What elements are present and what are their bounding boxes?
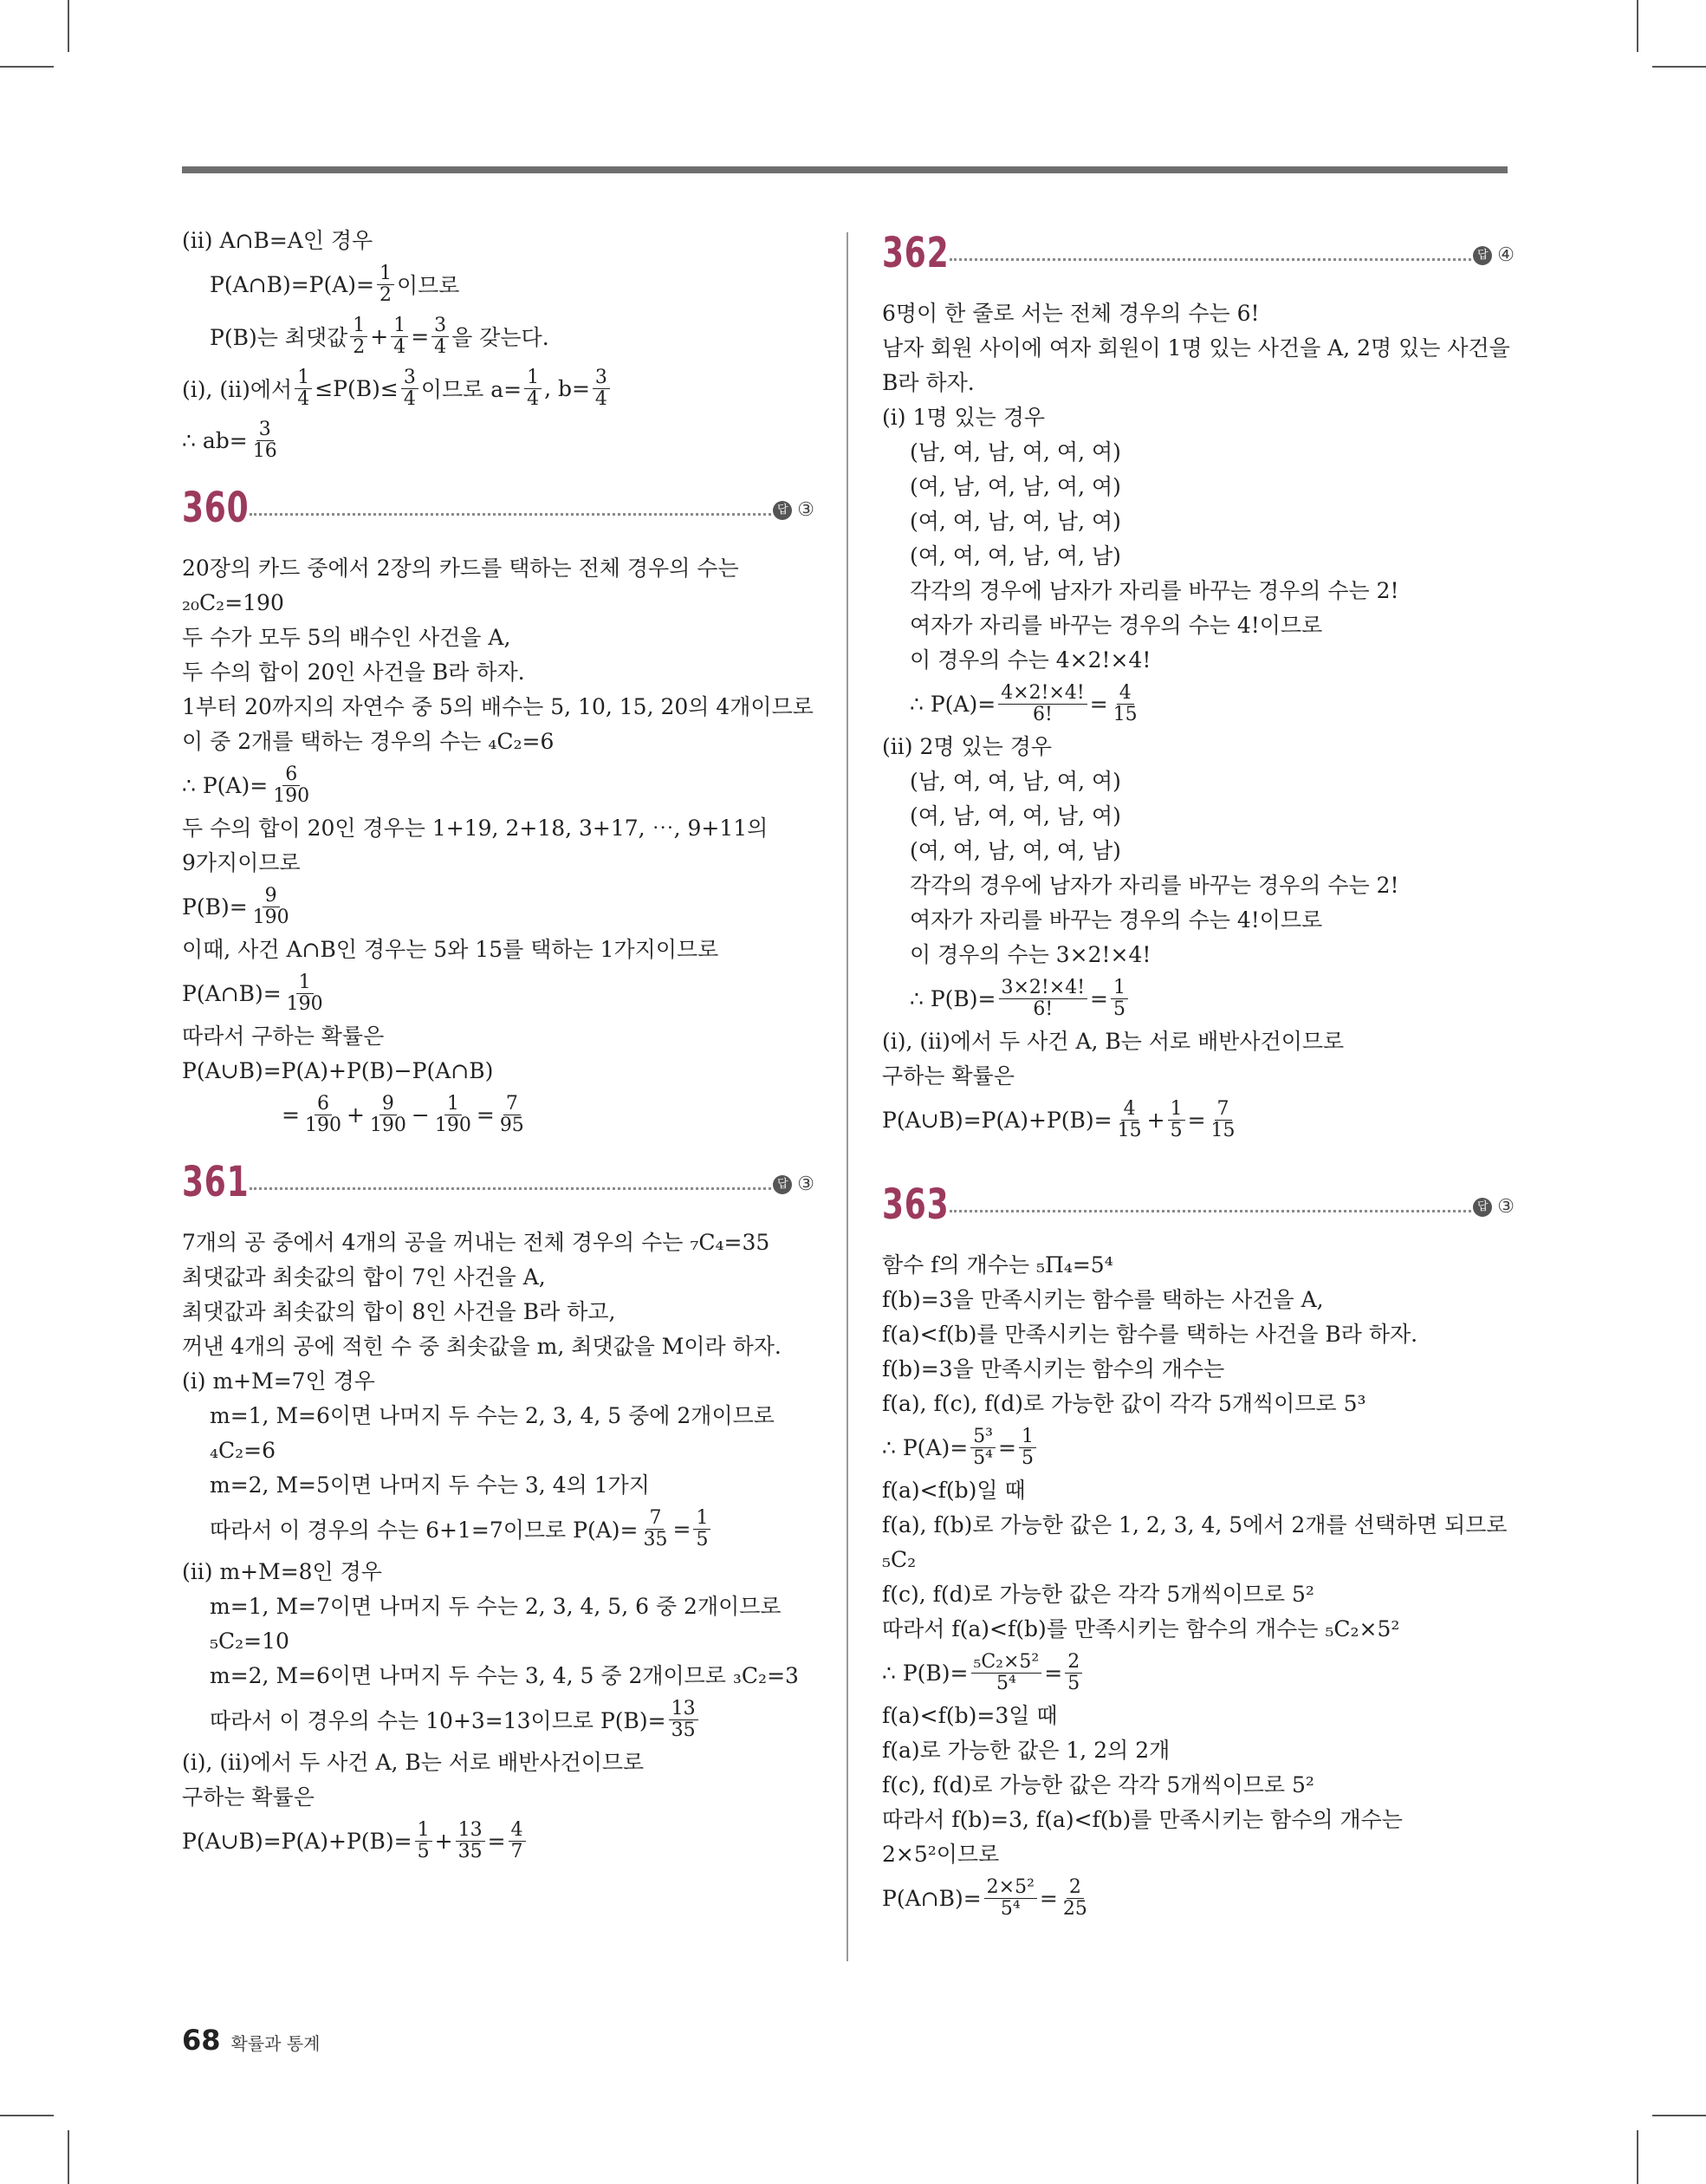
math-line: (i), (ii)에서 $\frac{1}{4}$ ≤P(B)≤ $\frac{3}{4}$ 이므로 a= $\frac{1}{4}$ , b= $\frac{3}{4}$ bbox=[182, 362, 814, 414]
fraction: $\frac{\text{₅C₂×5²}}{\text{5⁴}}$ bbox=[971, 1652, 1042, 1694]
crop-mark bbox=[1652, 66, 1706, 68]
problem-header-362 bbox=[882, 224, 1515, 291]
column-divider bbox=[847, 232, 848, 1961]
fraction: $\frac{1}{5}$ bbox=[415, 1820, 432, 1862]
text-line: 여자가 자리를 바꾸는 경우의 수는 4!이므로 bbox=[910, 907, 1323, 933]
answer-label: 답 ③ bbox=[773, 1173, 814, 1195]
fraction: $\frac{9}{190}$ bbox=[252, 884, 289, 928]
text-line: 각각의 경우에 남자가 자리를 바꾸는 경우의 수는 2! bbox=[910, 578, 1399, 603]
text-line: f(a), f(c), f(d)로 가능한 값이 각각 5개씩이므로 5³ bbox=[882, 1391, 1366, 1416]
text-line: f(b)=3을 만족시키는 함수의 개수는 bbox=[882, 1356, 1225, 1381]
crop-mark bbox=[1637, 0, 1638, 52]
fraction: $\frac{1}{4}$ bbox=[524, 367, 542, 410]
fraction: $\frac{2}{5}$ bbox=[1065, 1652, 1082, 1694]
fraction: $\frac{7}{35}$ bbox=[643, 1506, 668, 1550]
text-line: (여, 남, 여, 남, 여, 여) bbox=[910, 474, 1121, 499]
math-line: ∴ ab= $\frac{3}{16}$ bbox=[182, 414, 814, 466]
fraction: $\frac{3}{4}$ bbox=[401, 367, 418, 410]
text-line: 꺼낸 4개의 공에 적힌 수 중 최솟값을 m, 최댓값을 M이라 하자. bbox=[182, 1334, 782, 1359]
text-line: (ii) 2명 있는 경우 bbox=[882, 734, 1052, 759]
text-line: (여, 남, 여, 여, 남, 여) bbox=[910, 803, 1121, 829]
crop-mark bbox=[1652, 2115, 1706, 2116]
text-line: ₅C₂=10 bbox=[210, 1628, 289, 1654]
text-line: 7개의 공 중에서 4개의 공을 꺼내는 전체 경우의 수는 ₇C₄=35 bbox=[182, 1230, 770, 1255]
text-line: f(b)=3을 만족시키는 함수를 택하는 사건을 A, bbox=[882, 1287, 1324, 1312]
text-line: (여, 여, 남, 여, 남, 여) bbox=[910, 509, 1121, 534]
text-line: (i), (ii)에서 두 사건 A, B는 서로 배반사건이므로 bbox=[182, 1750, 645, 1775]
text-line: 이 경우의 수는 3×2!×4! bbox=[910, 942, 1151, 967]
text-line: f(c), f(d)로 가능한 값은 각각 5개씩이므로 5² bbox=[882, 1772, 1314, 1797]
text-line: f(c), f(d)로 가능한 값은 각각 5개씩이므로 5² bbox=[882, 1582, 1314, 1607]
fraction: $\frac{6}{190}$ bbox=[304, 1092, 341, 1136]
text-line: (ii) A∩B=A인 경우 bbox=[182, 228, 373, 253]
problem-number: 362 bbox=[882, 229, 950, 277]
math-line: ∴ P(B)= $\frac{\text{₅C₂×5²}}{\text{5⁴}}$ = $\frac{2}{5}$ bbox=[882, 1647, 1515, 1699]
math-line: P(B)= $\frac{9}{190}$ bbox=[182, 881, 814, 933]
page-footer bbox=[182, 2024, 321, 2057]
math-line: P(A∪B)=P(A)+P(B)= $\frac{1}{5}$ + $\frac{13}{35}$ = $\frac{4}{7}$ bbox=[182, 1815, 814, 1867]
fraction: $\frac{9}{190}$ bbox=[369, 1092, 406, 1136]
text-line: 2×5²이므로 bbox=[882, 1842, 1000, 1867]
fraction: $\frac{3\times 2!\times 4!}{6!}$ bbox=[999, 978, 1088, 1020]
text-line: 이때, 사건 A∩B인 경우는 5와 15를 택하는 1가지이므로 bbox=[182, 937, 719, 962]
math-line: P(B)는 최댓값 $\frac{1}{2}$ + $\frac{1}{4}$ = $\frac{3}{4}$ 을 갖는다. bbox=[210, 314, 549, 358]
math-line: P(A∩B)= $\frac{\text{2×5²}}{\text{5⁴}}$ = $\frac{2}{25}$ bbox=[882, 1872, 1515, 1924]
fraction: $\frac{1}{2}$ bbox=[350, 315, 367, 358]
text-line: f(a)<f(b)일 때 bbox=[882, 1478, 1026, 1503]
problem-header-360 bbox=[182, 478, 814, 546]
answer-label: 답 ③ bbox=[1473, 1196, 1515, 1218]
fraction: $\frac{4}{7}$ bbox=[509, 1820, 526, 1862]
math-line: ∴ P(A)= $\frac{4\times 2!\times 4!}{6!}$ = $\frac{4}{15}$ bbox=[882, 678, 1515, 730]
math-line: ∴ P(A)= $\frac{6}{190}$ bbox=[182, 759, 814, 811]
text-line: 두 수의 합이 20인 사건을 B라 하자. bbox=[182, 660, 525, 685]
fraction: $\frac{1}{5}$ bbox=[1019, 1427, 1036, 1469]
text-line: 여자가 자리를 바꾸는 경우의 수는 4!이므로 bbox=[910, 613, 1323, 638]
text-line: 6명이 한 줄로 서는 전체 경우의 수는 6! bbox=[882, 301, 1260, 326]
dotted-leader bbox=[250, 513, 771, 516]
fraction: $\frac{4}{15}$ bbox=[1112, 681, 1138, 725]
fraction: $\frac{2}{25}$ bbox=[1062, 1875, 1087, 1920]
text-line: f(a), f(b)로 가능한 값은 1, 2, 3, 4, 5에서 2개를 선택하면 되므로 bbox=[882, 1512, 1508, 1537]
crop-mark bbox=[0, 66, 54, 68]
fraction: $\frac{1}{4}$ bbox=[391, 315, 408, 358]
math-line: 따라서 이 경우의 수는 10+3=13이므로 P(B)= $\frac{13}{35}$ bbox=[182, 1693, 814, 1745]
text-line: m=2, M=5이면 나머지 두 수는 3, 4의 1가지 bbox=[210, 1472, 650, 1498]
text-line: 이 중 2개를 택하는 경우의 수는 ₄C₂=6 bbox=[182, 729, 555, 754]
text-line: (i) m+M=7인 경우 bbox=[182, 1368, 375, 1394]
text-line: f(a)로 가능한 값은 1, 2의 2개 bbox=[882, 1738, 1171, 1763]
math-line: ∴ P(A)= $\frac{\text{5³}}{\text{5⁴}}$ = $\frac{1}{5}$ bbox=[882, 1421, 1515, 1473]
text-line: 최댓값과 최솟값의 합이 8인 사건을 B라 하고, bbox=[182, 1299, 616, 1324]
answer-badge-icon: 답 bbox=[1473, 246, 1492, 265]
math-line: P(A∪B)=P(A)+P(B)= $\frac{4}{15}$ + $\frac{1}{5}$ = $\frac{7}{15}$ bbox=[882, 1094, 1515, 1146]
text-line: 구하는 확률은 bbox=[882, 1063, 1015, 1089]
header-rule bbox=[182, 166, 1508, 173]
crop-mark bbox=[1637, 2130, 1638, 2184]
problem-number: 361 bbox=[182, 1158, 250, 1206]
text-line: (여, 여, 여, 남, 여, 남) bbox=[910, 543, 1121, 569]
problem-number: 363 bbox=[882, 1180, 950, 1229]
crop-mark bbox=[0, 2115, 54, 2116]
answer-badge-icon: 답 bbox=[773, 501, 792, 520]
text-line: 1부터 20까지의 자연수 중 5의 배수는 5, 10, 15, 20의 4개이므로 bbox=[182, 694, 814, 719]
text-line: (ii) m+M=8인 경우 bbox=[182, 1559, 382, 1584]
fraction: $\frac{1}{5}$ bbox=[693, 1508, 710, 1550]
text-line: 최댓값과 최솟값의 합이 7인 사건을 A, bbox=[182, 1264, 546, 1290]
text-line: (남, 여, 여, 남, 여, 여) bbox=[910, 769, 1121, 794]
answer-badge-icon: 답 bbox=[773, 1175, 792, 1194]
text-line: 이 경우의 수는 4×2!×4! bbox=[910, 647, 1151, 673]
text-line: ₅C₂ bbox=[882, 1547, 917, 1572]
text-line: f(a)<f(b)를 만족시키는 함수를 택하는 사건을 B라 하자. bbox=[882, 1322, 1418, 1347]
text: P(B)는 최댓값 bbox=[210, 325, 348, 350]
text-line: m=1, M=6이면 나머지 두 수는 2, 3, 4, 5 중에 2개이므로 bbox=[210, 1403, 775, 1428]
text-line: (여, 여, 남, 여, 여, 남) bbox=[910, 838, 1121, 863]
fraction: $\frac{1}{190}$ bbox=[434, 1092, 471, 1136]
answer-badge-icon: 답 bbox=[1473, 1198, 1492, 1217]
text-line: 남자 회원 사이에 여자 회원이 1명 있는 사건을 A, 2명 있는 사건을 bbox=[882, 335, 1510, 361]
text-line: P(A∪B)=P(A)+P(B)−P(A∩B) bbox=[182, 1058, 494, 1083]
fraction: $\frac{\text{2×5²}}{\text{5⁴}}$ bbox=[984, 1877, 1037, 1920]
math-line: ∴ P(B)= $\frac{3\times 2!\times 4!}{6!}$ = $\frac{1}{5}$ bbox=[882, 972, 1515, 1024]
answer-label: 답 ④ bbox=[1473, 244, 1515, 266]
dotted-leader bbox=[950, 258, 1471, 261]
crop-mark bbox=[68, 0, 69, 52]
fraction: $\frac{7}{95}$ bbox=[499, 1092, 524, 1136]
text-line: (남, 여, 남, 여, 여, 여) bbox=[910, 439, 1121, 465]
fraction: $\frac{3}{4}$ bbox=[593, 367, 610, 410]
crop-mark bbox=[68, 2130, 69, 2184]
fraction: $\frac{7}{15}$ bbox=[1210, 1097, 1236, 1141]
math-line: = $\frac{6}{190}$ + $\frac{9}{190}$ − $\frac{1}{190}$ = $\frac{7}{95}$ bbox=[182, 1089, 814, 1141]
fraction: $\frac{4}{15}$ bbox=[1117, 1097, 1142, 1141]
text-line: f(a)<f(b)=3일 때 bbox=[882, 1703, 1058, 1728]
text-line: 9가지이므로 bbox=[182, 850, 301, 875]
fraction: $\frac{1}{4}$ bbox=[295, 367, 312, 410]
fraction: $\frac{\text{5³}}{\text{5⁴}}$ bbox=[970, 1427, 996, 1469]
text-line: B라 하자. bbox=[882, 370, 975, 395]
answer-label: 답 ③ bbox=[773, 499, 814, 521]
fraction: $\frac{13}{35}$ bbox=[456, 1820, 485, 1862]
fraction: $\frac{4\times 2!\times 4!}{6!}$ bbox=[998, 683, 1087, 725]
text-line: 두 수의 합이 20인 경우는 1+19, 2+18, 3+17, ⋯, 9+11의 bbox=[182, 816, 769, 841]
fraction: $\frac{3}{4}$ bbox=[431, 315, 449, 358]
math-line bbox=[182, 258, 814, 310]
left-column bbox=[182, 224, 814, 1867]
text: 이므로 bbox=[396, 273, 460, 298]
section-title: 확률과 통계 bbox=[230, 2033, 321, 2054]
text-line: ₂₀C₂=190 bbox=[182, 590, 284, 615]
fraction: $\frac{6}{190}$ bbox=[273, 763, 310, 807]
math-line: 따라서 이 경우의 수는 6+1=7이므로 P(A)= $\frac{7}{35}$ = $\frac{1}{5}$ bbox=[182, 1503, 814, 1555]
fraction: $\frac{1}{5}$ bbox=[1111, 978, 1128, 1020]
text-line: 함수 f의 개수는 ₅Π₄=5⁴ bbox=[882, 1252, 1113, 1277]
text: P(A∩B)=P(A)= bbox=[210, 271, 374, 297]
text-line: 두 수가 모두 5의 배수인 사건을 A, bbox=[182, 625, 511, 650]
text-line: 20장의 카드 중에서 2장의 카드를 택하는 전체 경우의 수는 bbox=[182, 556, 739, 581]
problem-header-361 bbox=[182, 1153, 814, 1220]
math-line: P(A∩B)= $\frac{1}{190}$ bbox=[182, 967, 814, 1019]
text-line: 구하는 확률은 bbox=[182, 1784, 315, 1810]
dotted-leader bbox=[950, 1210, 1471, 1212]
problem-header-363 bbox=[882, 1175, 1515, 1243]
text-line: 각각의 경우에 남자가 자리를 바꾸는 경우의 수는 2! bbox=[910, 873, 1399, 898]
page-number: 68 bbox=[182, 2024, 221, 2057]
text-line: 따라서 구하는 확률은 bbox=[182, 1024, 385, 1049]
text-line: 따라서 f(a)<f(b)를 만족시키는 함수의 개수는 ₅C₂×5² bbox=[882, 1616, 1400, 1641]
fraction: $\frac{1}{5}$ bbox=[1168, 1099, 1185, 1141]
dotted-leader bbox=[250, 1187, 771, 1190]
fraction: $\frac{1}{2}$ bbox=[377, 263, 394, 306]
text-line: (i) 1명 있는 경우 bbox=[882, 405, 1045, 430]
fraction: $\frac{3}{16}$ bbox=[252, 418, 277, 462]
text-line: (i), (ii)에서 두 사건 A, B는 서로 배반사건이므로 bbox=[882, 1029, 1345, 1054]
text-line: m=2, M=6이면 나머지 두 수는 3, 4, 5 중 2개이므로 ₃C₂=3 bbox=[210, 1663, 799, 1688]
problem-number: 360 bbox=[182, 484, 250, 532]
text-line: ₄C₂=6 bbox=[210, 1438, 276, 1463]
fraction: $\frac{1}{190}$ bbox=[286, 971, 323, 1015]
text-line: 따라서 f(b)=3, f(a)<f(b)를 만족시키는 함수의 개수는 bbox=[882, 1807, 1403, 1832]
text-line: m=1, M=7이면 나머지 두 수는 2, 3, 4, 5, 6 중 2개이므로 bbox=[210, 1594, 782, 1619]
fraction: $\frac{13}{35}$ bbox=[669, 1699, 698, 1741]
right-column bbox=[882, 224, 1515, 1924]
